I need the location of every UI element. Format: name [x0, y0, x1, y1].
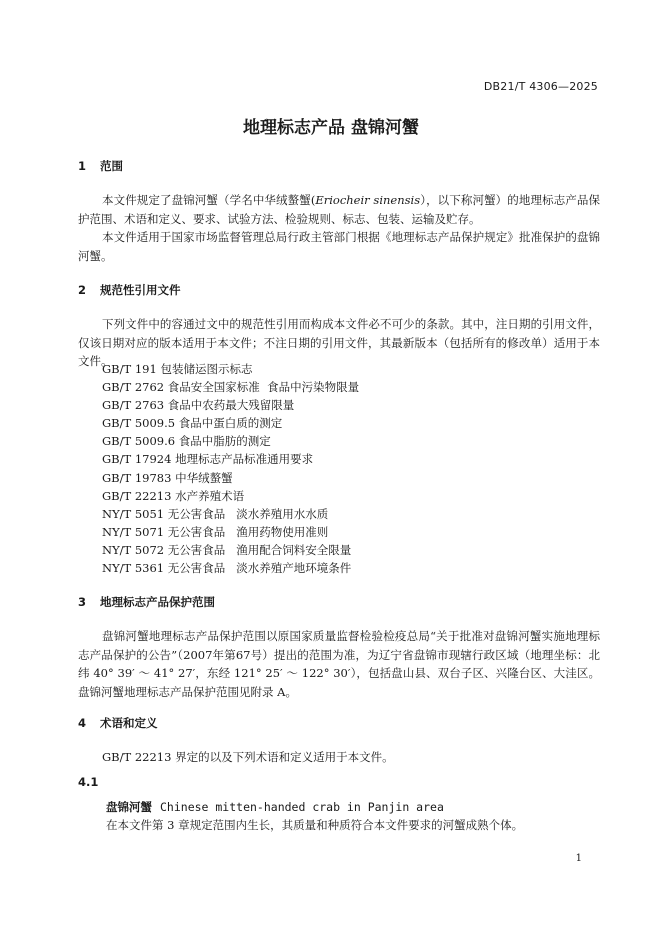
- protection-paragraph: 盘锦河蟹地理标志产品保护范围以原国家质量监督检验检疫总局“关于批准对盘锦河蟹实施地理标志产品保护的公告”（2007年第67号）提出的范围为准，为辽宁省盘锦市现辖行政区域（地理坐标：北纬 40° 39′ ～ 41° 27′，东经 121° 25′ ～ 122° 30′），包括盘山县、双台子区、兴隆台区、大洼区。盘锦河蟹地理标志产品保护范围见附录 A。: [78, 629, 600, 699]
- reference-item: GB/T 17924 地理标志产品标准通用要求: [102, 452, 314, 467]
- section-number: 3: [78, 595, 87, 609]
- reference-item: GB/T 191 包装储运图示标志: [102, 362, 253, 376]
- reference-item: NY/T 5051 无公害食品 淡水养殖用水水质: [102, 506, 329, 521]
- scope-text: ），以下称河蟹）的地理标志产品保护范围、术语和定义、要求、试验方法、检验规则、标志、包装、运输及贮存。: [78, 193, 601, 226]
- page-number: 1: [575, 853, 582, 864]
- reference-item: NY/T 5361 无公害食品 淡水养殖产地环境条件: [102, 561, 352, 576]
- normative-intro: 下列文件中的容通过文中的规范性引用而构成本文件必不可少的条款。其中，注日期的引用文件，仅该日期对应的版本适用于本文件；不注日期的引用文件，其最新版本（包括所有的修改单）适用于本文件。: [78, 317, 600, 368]
- scope-paragraph-1: [78, 191, 600, 228]
- reference-item: GB/T 5009.5 食品中蛋白质的测定: [102, 416, 283, 431]
- term-chinese: 盘锦河蟹: [106, 800, 152, 814]
- section-3-heading: [78, 594, 215, 610]
- reference-item: GB/T 5009.6 食品中脂肪的测定: [102, 434, 271, 449]
- page-title: 地理标志产品 盘锦河蟹: [243, 118, 419, 138]
- scope-text: 本文件规定了盘锦河蟹（学名中华绒螯蟹(: [102, 193, 316, 207]
- reference-item: GB/T 22213 水产养殖术语: [102, 488, 245, 503]
- section-number: 2: [78, 283, 87, 297]
- term-definition: 在本文件第 3 章规定范围内生长，其质量和种质符合本文件要求的河蟹成熟个体。: [106, 818, 524, 832]
- reference-item: NY/T 5071 无公害食品 渔用药物使用准则: [102, 524, 329, 539]
- reference-item: GB/T 2763 食品中农药最大残留限量: [102, 398, 295, 413]
- section-title: 范围: [100, 159, 124, 173]
- section-1-heading: [78, 158, 123, 174]
- section-title: 规范性引用文件: [100, 283, 181, 297]
- reference-item: NY/T 5072 无公害食品 渔用配合饲料安全限量: [102, 542, 352, 557]
- section-number: 4: [78, 716, 87, 730]
- section-title: 术语和定义: [100, 716, 158, 730]
- term-number: 4.1: [78, 775, 99, 789]
- terms-intro: GB/T 22213 界定的以及下列术语和定义适用于本文件。: [102, 750, 394, 764]
- term-english: Chinese mitten-handed crab in Panjin area: [160, 800, 444, 814]
- reference-item: GB/T 2762 食品安全国家标准 食品中污染物限量: [102, 380, 360, 395]
- section-title: 地理标志产品保护范围: [100, 595, 216, 609]
- section-number: 1: [78, 159, 87, 173]
- term-entry: [106, 799, 444, 815]
- reference-list: [102, 361, 359, 578]
- latin-name: Eriocheir sinensis: [315, 193, 421, 207]
- document-number: DB21/T 4306—2025: [483, 80, 598, 93]
- section-2-heading: [78, 282, 181, 298]
- reference-item: GB/T 19783 中华绒螯蟹: [102, 470, 233, 485]
- section-4-heading: [78, 715, 158, 731]
- scope-paragraph-2: 本文件适用于国家市场监督管理总局行政主管部门根据《地理标志产品保护规定》批准保护的盘锦河蟹。: [78, 230, 600, 263]
